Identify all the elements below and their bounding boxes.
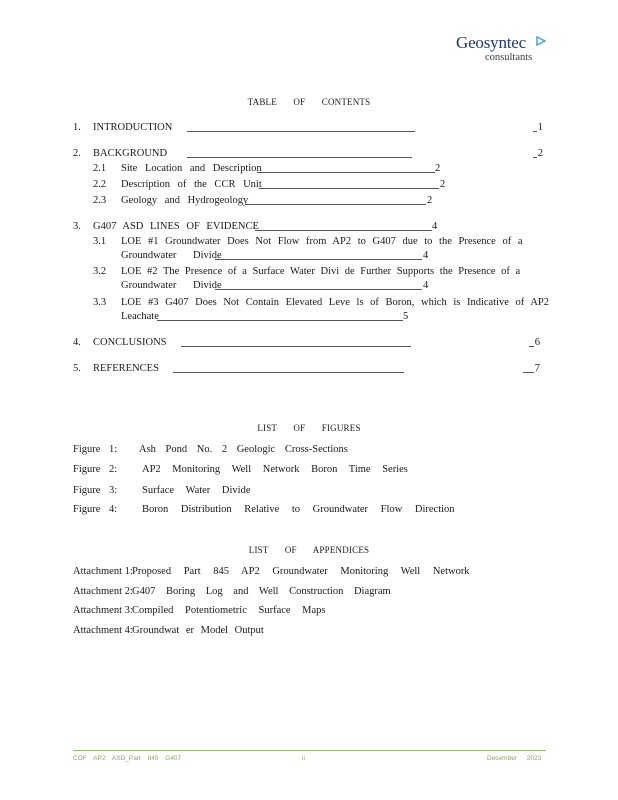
toc-entry-2-3[interactable] (93, 195, 438, 207)
toc-number: 4. (73, 337, 81, 348)
footer-doc-id: COF AP2 ASD_Part 845 G407 (73, 755, 182, 762)
toc-number: 3.2 (93, 266, 107, 277)
toc-entry-3-3[interactable] (93, 297, 550, 323)
appendix-title: G407 Boring Log and Well Construction Diagram (132, 586, 391, 597)
toc-page: 4 (423, 250, 429, 261)
toc-number: 2.1 (93, 163, 107, 174)
appendix-item[interactable] (73, 605, 326, 616)
toc-entry-introduction[interactable] (73, 122, 543, 134)
appendix-item[interactable] (73, 586, 391, 597)
figure-item[interactable] (73, 504, 455, 515)
toc-number: 3.3 (93, 297, 107, 308)
toc-page: 4 (432, 221, 438, 232)
figures-heading: LIST OF FIGURES (257, 423, 361, 433)
toc-leader (173, 372, 404, 373)
toc-number: 3. (73, 221, 81, 232)
figure-item[interactable] (73, 485, 251, 496)
toc-leader (259, 188, 439, 189)
figure-title: Boron Distribution Relative to Groundwater Flow Direction (142, 504, 455, 515)
toc-leader (181, 346, 411, 347)
toc-title: Geology and Hydrogeology (121, 195, 249, 206)
toc-entry-background[interactable] (73, 148, 543, 160)
figure-label: Figure 3: (73, 485, 118, 496)
figure-label: Figure 4: (73, 504, 118, 515)
toc-leader (157, 320, 403, 321)
logo-subtitle: consultants (485, 52, 533, 63)
toc-title: Site Location and Description (121, 163, 262, 174)
figure-label: Figure 1: (73, 444, 118, 455)
footer-date: December 2023 (487, 755, 542, 762)
appendix-item[interactable] (73, 566, 470, 577)
toc-leader (215, 289, 422, 290)
company-logo (456, 34, 556, 64)
appendix-title: Proposed Part 845 AP2 Groundwater Monitoring Well Network (132, 566, 470, 577)
toc-leader (529, 346, 534, 347)
toc-entry-2-1[interactable] (93, 163, 445, 175)
toc-leader (187, 157, 412, 158)
toc-entry-conclusions[interactable] (73, 337, 540, 349)
toc-number: 2. (73, 148, 81, 159)
toc-title: CONCLUSIONS (93, 337, 167, 348)
logo-name: Geosyntec (456, 33, 526, 52)
appendix-label: Attachment 2: (73, 586, 133, 597)
toc-title: REFERENCES (93, 363, 159, 374)
toc-number: 5. (73, 363, 81, 374)
toc-page: 6 (534, 337, 540, 348)
toc-number: 3.1 (93, 236, 107, 247)
toc-title: BACKGROUND (93, 148, 168, 159)
toc-title: Description of the CCR Unit (121, 179, 262, 190)
appendix-title: Compiled Potentiometric Surface Maps (132, 605, 326, 616)
figure-title: AP2 Monitoring Well Network Boron Time Series (142, 464, 408, 475)
footer-page-number: ii (302, 755, 305, 762)
logo-triangle-icon (536, 36, 546, 46)
toc-page: 4 (423, 280, 429, 291)
toc-leader (255, 230, 432, 231)
toc-page: 1 (537, 122, 543, 133)
footer-divider (73, 750, 546, 751)
toc-title-line2: Groundwater Divide (121, 250, 222, 261)
toc-leader (215, 259, 422, 260)
toc-title-line2: Groundwater Divide (121, 280, 222, 291)
toc-page: 2 (435, 163, 441, 174)
toc-leader (523, 372, 534, 373)
toc-leader (257, 172, 435, 173)
figure-title: Ash Pond No. 2 Geologic Cross-Sections (139, 444, 348, 455)
toc-heading: TABLE OF CONTENTS (247, 97, 371, 107)
toc-title: INTRODUCTION (93, 122, 173, 133)
figure-label: Figure 2: (73, 464, 118, 475)
toc-leader (187, 131, 415, 132)
toc-leader (533, 157, 537, 158)
appendix-title: Groundwat er Model Output (132, 625, 264, 636)
toc-entry-references[interactable] (73, 363, 540, 375)
toc-entry-lines-of-evidence[interactable] (73, 221, 443, 233)
toc-title-line1: LOE #1 Groundwater Does Not Flow from AP2 to G407 due to the Presence of a (121, 236, 523, 247)
toc-entry-3-2[interactable] (93, 266, 543, 292)
toc-number: 2.3 (93, 195, 107, 206)
toc-page: 5 (403, 311, 409, 322)
figure-item[interactable] (73, 444, 348, 455)
toc-leader (533, 131, 537, 132)
appendices-heading: LIST OF APPENDICES (248, 545, 370, 555)
toc-page: 7 (534, 363, 540, 374)
appendix-label: Attachment 3: (73, 605, 133, 616)
appendix-label: Attachment 1: (73, 566, 133, 577)
toc-page: 2 (537, 148, 543, 159)
toc-page: 2 (440, 179, 446, 190)
toc-title-line1: LOE #3 G407 Does Not Contain Elevated Leve ls of Boron, which is Indicative of AP2 (121, 297, 550, 308)
toc-entry-2-2[interactable] (93, 179, 453, 191)
toc-title-line1: LOE #2 The Presence of a Surface Water Divi de Further Supports the Presence of a (121, 266, 521, 277)
figure-item[interactable] (73, 464, 408, 475)
toc-title: G407 ASD LINES OF EVIDENCE (93, 221, 259, 232)
toc-title-line2: Leachate (121, 311, 159, 322)
appendix-item[interactable] (73, 625, 264, 636)
toc-entry-3-1[interactable] (93, 236, 543, 262)
appendix-label: Attachment 4: (73, 625, 133, 636)
toc-number: 1. (73, 122, 81, 133)
toc-leader (245, 204, 426, 205)
figure-title: Surface Water Divide (142, 485, 251, 496)
toc-number: 2.2 (93, 179, 107, 190)
toc-page: 2 (427, 195, 433, 206)
